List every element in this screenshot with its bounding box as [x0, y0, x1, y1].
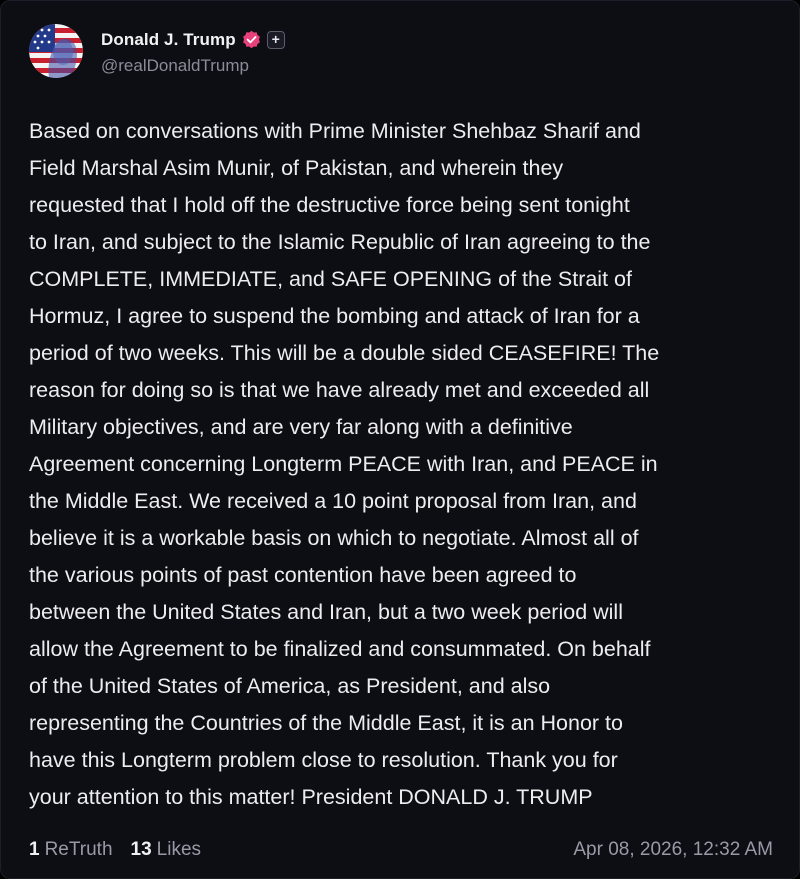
post-line: of the United States of America, as President, and also	[29, 674, 551, 698]
post-line: representing the Countries of the Middle East, it is an Honor to	[29, 711, 623, 735]
post-footer	[29, 835, 773, 865]
post-line: Military objectives, and are very far along with a definitive	[29, 415, 573, 439]
likes-number: 13	[130, 839, 152, 860]
post-line: between the United States and Iran, but a two week period will	[29, 600, 623, 624]
verified-badge-icon	[242, 30, 261, 49]
likes-label: Likes	[156, 839, 202, 860]
post-stats	[29, 839, 219, 861]
post-line: to Iran, and subject to the Islamic Republic of Iran agreeing to the	[29, 230, 651, 254]
post-line: Field Marshal Asim Munir, of Pakistan, and wherein they	[29, 156, 564, 180]
retruth-count[interactable]	[29, 839, 113, 861]
post-line: the Middle East. We received a 10 point proposal from Iran, and	[29, 489, 637, 513]
retruth-label: ReTruth	[44, 839, 113, 860]
post-header	[29, 23, 285, 79]
post-line: reason for doing so is that we have already met and exceeded all	[29, 378, 650, 402]
name-row	[101, 27, 285, 53]
plus-badge-icon: +	[267, 31, 285, 49]
post-line: COMPLETE, IMMEDIATE, and SAFE OPENING of the Strait of	[29, 267, 632, 291]
post-line: Hormuz, I agree to suspend the bombing and attack of Iran for a	[29, 304, 640, 328]
flag-portrait-avatar-icon	[29, 24, 83, 78]
post-timestamp[interactable]: Apr 08, 2026, 12:32 AM	[573, 839, 773, 860]
display-name[interactable]: Donald J. Trump	[101, 29, 236, 49]
post-line: have this Longterm problem close to resolution. Thank you for	[29, 748, 618, 772]
author-handle[interactable]: @realDonaldTrump	[101, 55, 249, 75]
post-line: period of two weeks. This will be a double sided CEASEFIRE! The	[29, 341, 660, 365]
post-line: Based on conversations with Prime Minister Shehbaz Sharif and	[29, 119, 641, 143]
post-line: your attention to this matter! President DONALD J. TRUMP	[29, 785, 593, 809]
avatar[interactable]	[29, 24, 83, 78]
post-line: allow the Agreement to be finalized and consummated. On behalf	[29, 637, 651, 661]
post-text	[29, 113, 779, 816]
author-names	[101, 27, 285, 76]
post-line: believe it is a workable basis on which to negotiate. Almost all of	[29, 526, 639, 550]
likes-count[interactable]	[131, 839, 202, 861]
post-line: the various points of past contention have been agreed to	[29, 563, 577, 587]
post-line: Agreement concerning Longterm PEACE with Iran, and PEACE in	[29, 452, 658, 476]
retruth-number: 1	[29, 839, 40, 860]
post-line: requested that I hold off the destructive force being sent tonight	[29, 193, 630, 217]
